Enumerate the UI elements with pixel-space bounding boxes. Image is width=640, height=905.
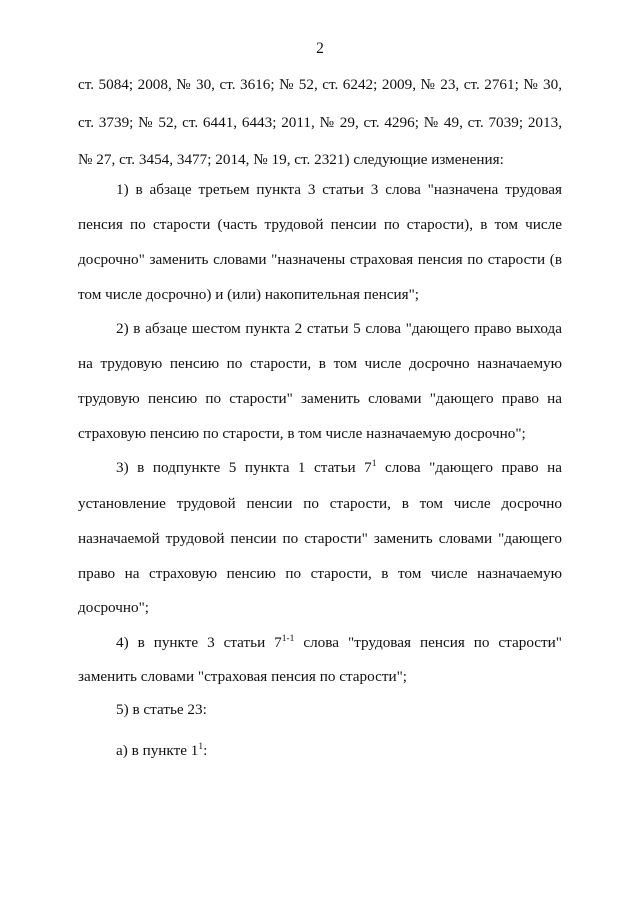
paragraph-line: право на страховую пенсию по старости, в том числе назначаемую [78, 565, 562, 582]
paragraph-line: 2) в абзаце шестом пункта 2 статьи 5 слова "дающего право выхода [116, 320, 562, 337]
paragraph-line: на трудовую пенсию по старости, в том числе досрочно назначаемую [78, 355, 562, 372]
line-text: 3) в подпункте 5 пункта 1 статьи 7 [116, 459, 372, 476]
superscript: 1-1 [281, 634, 295, 644]
line-text: : [203, 742, 208, 759]
line-text: 4) в пункте 3 статьи 7 [116, 634, 282, 651]
paragraph-line [116, 458, 562, 478]
paragraph-line: № 27, ст. 3454, 3477; 2014, № 19, ст. 2321) следующие изменения: [78, 151, 504, 168]
page-number: 2 [316, 40, 324, 57]
paragraph-line: заменить словами "страховая пенсия по старости"; [78, 668, 408, 685]
paragraph-line: досрочно"; [78, 599, 150, 616]
paragraph-line: установление трудовой пенсии по старости, в том числе досрочно [78, 495, 562, 512]
paragraph-line: том числе досрочно) и (или) накопительная пенсия"; [78, 286, 420, 303]
paragraph-line: досрочно" заменить словами "назначены страховая пенсия по старости (в [78, 251, 562, 268]
paragraph-line: ст. 5084; 2008, № 30, ст. 3616; № 52, ст. 6242; 2009, № 23, ст. 2761; № 30, [78, 76, 562, 93]
superscript: 1 [198, 742, 204, 752]
line-text: а) в пункте 1 [116, 742, 199, 759]
line-text: слова "дающего право на [376, 459, 563, 476]
line-text: слова "трудовая пенсия по старости" [294, 634, 562, 651]
paragraph-line [116, 741, 562, 761]
paragraph-line: страховую пенсию по старости, в том числе назначаемую досрочно"; [78, 425, 526, 442]
paragraph-line: 5) в статье 23: [116, 701, 207, 718]
paragraph-line: трудовую пенсию по старости" заменить словами "дающего право на [78, 390, 562, 407]
superscript: 1 [371, 459, 377, 469]
paragraph-line [116, 633, 562, 653]
paragraph-line: назначаемой трудовой пенсии по старости" заменить словами "дающего [78, 530, 562, 547]
paragraph-line: пенсия по старости (часть трудовой пенсии по старости), в том числе [78, 216, 562, 233]
paragraph-line: 1) в абзаце третьем пункта 3 статьи 3 слова "назначена трудовая [116, 181, 562, 198]
paragraph-line: ст. 3739; № 52, ст. 6441, 6443; 2011, № 29, ст. 4296; № 49, ст. 7039; 2013, [78, 114, 562, 131]
